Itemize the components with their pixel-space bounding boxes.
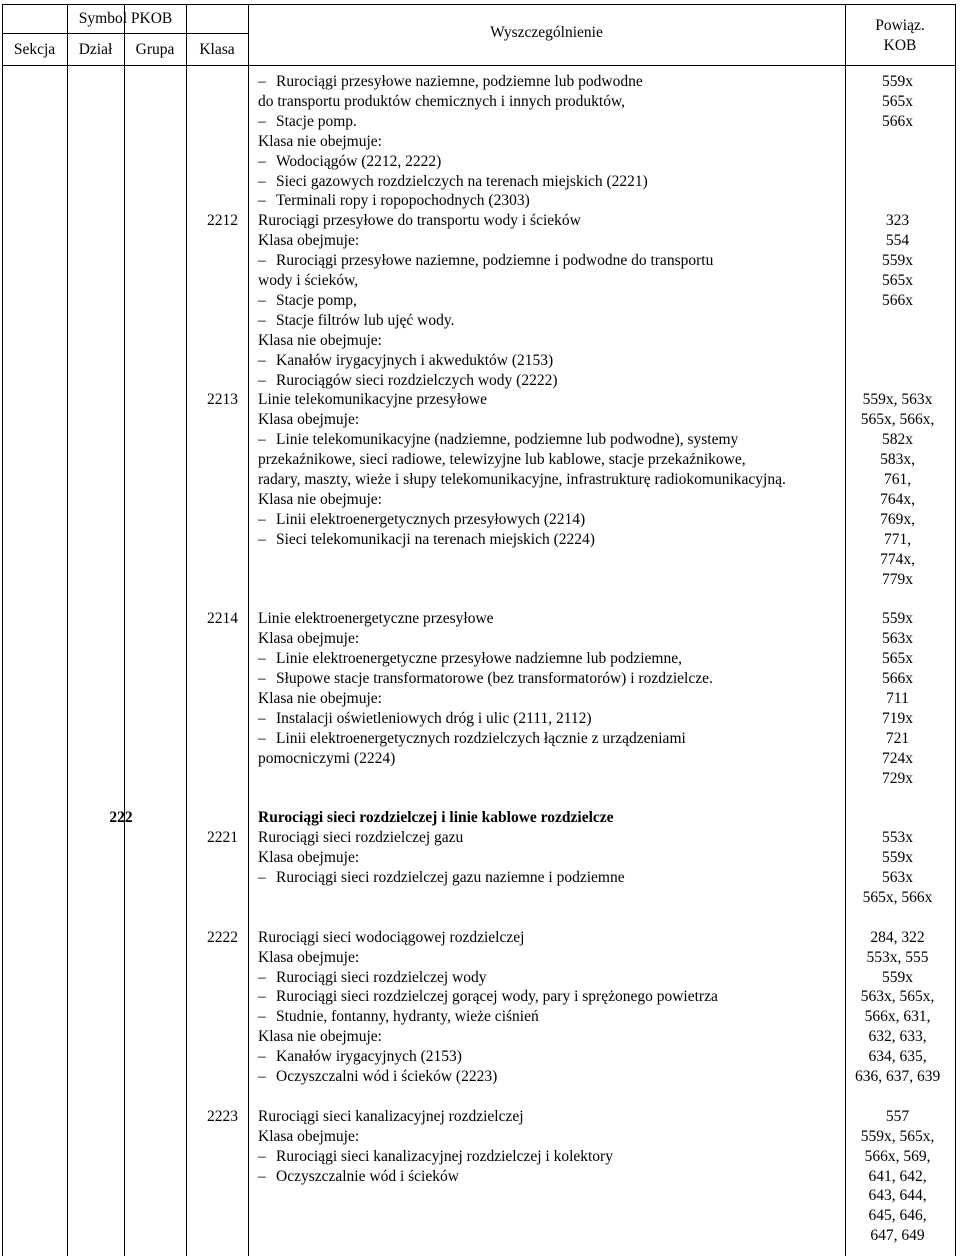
text-content: Kanałów irygacyjnych i akweduktów (2153) [276,351,554,369]
text-content: Oczyszczalnie wód i ścieków [276,1167,459,1185]
kob-codes: 559x [882,849,913,867]
table-row [0,788,960,808]
list-item [258,1067,858,1087]
kob-codes: 724x [882,749,913,767]
table-row [0,808,960,828]
description-text [258,132,858,152]
kob-codes: 563x [882,630,913,648]
dash-bullet [258,710,276,727]
klasa-code: 2212 [207,212,238,230]
dash-bullet [258,312,276,329]
list-item [258,172,858,192]
text-content: Klasa nie obejmuje: [258,1028,382,1046]
kob-codes: 634, 635, [868,1048,927,1066]
text-content: Rurociągi przesyłowe naziemne, podziemne lub podwodne [276,73,643,90]
text-content: Rurociągi sieci rozdzielczej gazu naziemne i podziemne [276,869,625,886]
list-item [258,1147,858,1167]
description-text [258,271,858,291]
table-row [0,490,960,510]
dash-bullet [258,650,276,667]
text-content: Kanałów irygacyjnych (2153) [276,1048,462,1066]
text-content: do transportu produktów chemicznych i innych produktów, [258,92,626,110]
list-item [258,868,858,888]
table-row [0,371,960,391]
kob-codes: 774x, [880,550,915,568]
kob-codes: 647, 649 [870,1227,925,1245]
table-row [0,987,960,1007]
description-text [258,1027,858,1047]
kob-codes: 284, 322 [870,928,925,946]
dash-bullet [258,1068,276,1085]
text-content: Stacje filtrów lub ujęć wody. [276,311,455,329]
table-row [0,848,960,868]
text-content: Rurociągi sieci kanalizacyjnej rozdzielczej [258,1107,524,1125]
table-row [0,749,960,769]
description-text [258,609,858,629]
list-item [258,112,858,132]
table-row [0,291,960,311]
description-text [258,470,858,490]
description-text [258,928,858,948]
table-row [0,550,960,570]
list-item [258,72,858,92]
table-row [0,709,960,729]
table-row [0,609,960,629]
header-mid-rule [2,33,249,34]
table-row [0,470,960,490]
list-item [258,510,858,530]
text-content: Rurociągi sieci rozdzielczej wody [276,968,487,986]
text-content: Klasa obejmuje: [258,411,360,429]
description-text [258,331,858,351]
description-text [258,410,858,430]
kob-codes: 643, 644, [868,1187,927,1205]
kob-codes: 566x [882,112,913,130]
text-content: Rurociągi sieci rozdzielczej gorącej wody, pary i sprężonego powietrza [276,988,718,1006]
table-row [0,888,960,908]
table-row [0,769,960,789]
list-item [258,191,858,211]
table-row [0,331,960,351]
table-row [0,1107,960,1127]
description-text [258,1107,858,1127]
dash-bullet [258,1048,276,1065]
kob-codes: 559x, 565x, [860,1127,935,1145]
dash-bullet [258,1168,276,1185]
table-row [0,928,960,948]
table-row [0,1186,960,1206]
dash-bullet [258,173,276,190]
dash-bullet [258,73,276,90]
dash-bullet [258,511,276,528]
kob-codes: 323 [885,212,910,230]
table-row [0,271,960,291]
list-item [258,430,858,450]
list-item [258,351,858,371]
header-sekcja: Sekcja [13,41,56,58]
header-kob: KOB [883,37,917,54]
kob-codes: 769x, [880,510,915,528]
table-row [0,1127,960,1147]
header-grupa: Grupa [135,41,175,58]
list-item [258,1007,858,1027]
header-top-rule [2,4,956,5]
description-text [258,629,858,649]
text-content: przekaźnikowe, sieci radiowe, telewizyjne lub kablowe, stacje przekaźnikowe, [258,451,746,469]
list-item [258,530,858,550]
kob-codes: 636, 637, 639 [855,1068,941,1085]
text-content: Terminali ropy i ropopochodnych (2303) [276,192,530,210]
text-content: Linii elektroenergetycznych przesyłowych (2214) [276,510,586,528]
dash-bullet [258,969,276,986]
text-content: Stacje pomp. [276,112,357,130]
table-row [0,191,960,211]
kob-codes: 565x [882,650,913,668]
list-item [258,371,858,391]
table-row [0,948,960,968]
dash-bullet [258,372,276,389]
kob-codes: 583x, [880,451,915,469]
table-row [0,729,960,749]
table-row [0,211,960,231]
dash-bullet [258,1148,276,1165]
description-text [258,92,858,112]
kob-codes: 719x [882,709,913,727]
kob-codes: 711 [886,689,909,707]
text-content: Rurociągów sieci rozdzielczych wody (2222) [276,371,558,389]
list-item [258,1167,858,1187]
dash-bullet [258,730,276,747]
text-content: Linie elektroenergetyczne przesyłowe nadziemne lub podziemne, [276,650,682,668]
text-content: Studnie, fontanny, hydranty, wieże ciśnień [276,1008,539,1026]
text-content: Linie telekomunikacyjne przesyłowe [258,391,487,409]
list-item [258,669,858,689]
list-item [258,729,858,749]
list-item [258,709,858,729]
dash-bullet [258,192,276,209]
table-row [0,311,960,331]
description-text [258,848,858,868]
list-item [258,152,858,172]
text-content: Linie telekomunikacyjne (nadziemne, podziemne lub podwodne), systemy [276,431,739,449]
kob-codes: 559x, 563x [862,391,933,409]
dzial-code: 222 [109,809,133,827]
table-row [0,351,960,371]
text-content: radary, maszty, wieże i słupy telekomunikacyjne, infrastrukturę radiokomunikacyjną. [258,471,786,488]
table-row [0,1147,960,1167]
text-content: Słupowe stacje transformatorowe (bez transformatorów) i rozdzielcze. [276,670,713,687]
kob-codes: 554 [885,232,910,250]
table-row [0,450,960,470]
table-row [0,1087,960,1107]
description-text [258,1127,858,1147]
dash-bullet [258,431,276,448]
klasa-code: 2221 [207,829,238,847]
description-text [258,390,858,410]
table-row [0,390,960,410]
kob-codes: 565x [882,272,913,289]
description-text [258,211,858,231]
kob-codes: 565x, 566x [862,888,933,906]
kob-codes: 566x [882,670,913,687]
table-row [0,92,960,112]
list-item [258,987,858,1007]
dash-bullet [258,988,276,1005]
text-content: pomocniczymi (2224) [258,749,396,767]
table-row [0,1027,960,1047]
text-content: Rurociągi sieci rozdzielczej gazu [258,829,464,847]
dash-bullet [258,670,276,687]
table-row [0,132,960,152]
kob-codes: 645, 646, [868,1207,927,1225]
table-row [0,530,960,550]
klasa-code: 2222 [207,928,238,946]
table-row [0,828,960,848]
table-row [0,72,960,92]
text-content: wody i ścieków, [258,272,359,289]
text-content: Klasa nie obejmuje: [258,331,382,349]
kob-codes: 771, [883,530,912,548]
kob-codes: 764x, [880,490,915,508]
list-item [258,251,858,271]
klasa-code: 2214 [207,610,238,628]
header-bottom-rule [2,65,956,66]
kob-codes: 559x [882,252,913,270]
table-row [0,629,960,649]
table-row [0,112,960,132]
text-content: Linie elektroenergetyczne przesyłowe [258,610,494,628]
kob-codes: 559x [882,968,913,986]
text-content: Klasa obejmuje: [258,232,360,250]
kob-codes: 563x, 565x, [860,988,935,1006]
kob-codes: 565x, 566x, [860,411,935,429]
list-item [258,291,858,311]
table-row [0,1167,960,1187]
kob-codes: 582x [882,431,913,449]
text-content: Sieci gazowych rozdzielczych na terenach miejskich (2221) [276,172,648,190]
table-row [0,649,960,669]
kob-codes: 566x, 631, [864,1008,931,1026]
text-content: Rurociągi przesyłowe naziemne, podziemne i podwodne do transportu [276,252,714,270]
text-content: Oczyszczalni wód i ścieków (2223) [276,1068,498,1085]
kob-codes: 559x [882,73,913,90]
list-item [258,311,858,331]
table-row [0,1206,960,1226]
table-row [0,669,960,689]
description-text [258,689,858,709]
text-content: Instalacji oświetleniowych dróg i ulic (2111, 2112) [276,709,592,727]
table-row [0,172,960,192]
klasa-code: 2223 [207,1107,238,1125]
text-content: Wodociągów (2212, 2222) [276,152,442,170]
dash-bullet [258,292,276,309]
text-content: Klasa obejmuje: [258,630,360,648]
dash-bullet [258,153,276,170]
text-content: Klasa nie obejmuje: [258,689,382,707]
text-content: Rurociągi sieci kanalizacyjnej rozdzielczej i kolektory [276,1147,613,1165]
dash-bullet [258,1008,276,1025]
klasa-code: 2213 [207,391,238,409]
list-item [258,1047,858,1067]
description-text [258,231,858,251]
dash-bullet [258,113,276,130]
text-content: Klasa obejmuje: [258,1127,360,1145]
kob-codes: 553x [882,829,913,847]
table-row [0,908,960,928]
table-row [0,1007,960,1027]
text-content: Klasa obejmuje: [258,849,360,867]
table-row [0,968,960,988]
text-content: Rurociągi przesyłowe do transportu wody i ścieków [258,212,581,230]
table-row [0,430,960,450]
header-klasa: Klasa [199,41,235,58]
list-item [258,649,858,669]
kob-codes: 563x [882,869,913,886]
table-row [0,251,960,271]
description-text [258,948,858,968]
dash-bullet [258,252,276,269]
kob-codes: 566x, 569, [864,1147,931,1165]
kob-codes: 779x [882,570,913,588]
table-row [0,589,960,609]
text-content: Rurociągi sieci rozdzielczej i linie kablowe rozdzielcze [258,809,614,827]
kob-codes: 729x [882,769,913,787]
text-content: Linii elektroenergetycznych rozdzielczych łącznie z urządzeniami [276,729,686,747]
dash-bullet [258,869,276,886]
list-item [258,968,858,988]
text-content: Sieci telekomunikacji na terenach miejskich (2224) [276,530,595,548]
table-row [0,570,960,590]
kob-codes: 566x [882,291,913,309]
description-text [258,450,858,470]
kob-codes: 557 [885,1107,910,1125]
text-content: Klasa nie obejmuje: [258,490,382,508]
header-symbol-pkob: Symbol PKOB [78,10,173,27]
description-text [258,828,858,848]
table-row [0,410,960,430]
description-text [258,808,858,828]
text-content: Stacje pomp, [276,291,357,309]
kob-codes: 721 [885,729,910,747]
table-row [0,689,960,709]
kob-codes: 553x, 555 [866,948,929,966]
description-text [258,749,858,769]
description-text [258,490,858,510]
table-row [0,1226,960,1246]
table-row [0,231,960,251]
dash-bullet [258,352,276,369]
text-content: Klasa obejmuje: [258,948,360,966]
table-row [0,1067,960,1087]
kob-codes: 559x [882,610,913,628]
kob-codes: 761, [883,471,912,488]
text-content: Rurociągi sieci wodociągowej rozdzielczej [258,928,525,946]
header-wyszczegolnienie: Wyszczególnienie [490,24,603,41]
text-content: Klasa nie obejmuje: [258,132,382,150]
table-row [0,1047,960,1067]
header-powiaz: Powiąz. [875,17,925,34]
kob-codes: 632, 633, [868,1028,927,1046]
header-dzial: Dział [78,41,113,58]
kob-codes: 641, 642, [868,1167,927,1185]
dash-bullet [258,531,276,548]
table-row [0,152,960,172]
kob-codes: 565x [882,92,913,110]
table-row [0,510,960,530]
table-row [0,868,960,888]
